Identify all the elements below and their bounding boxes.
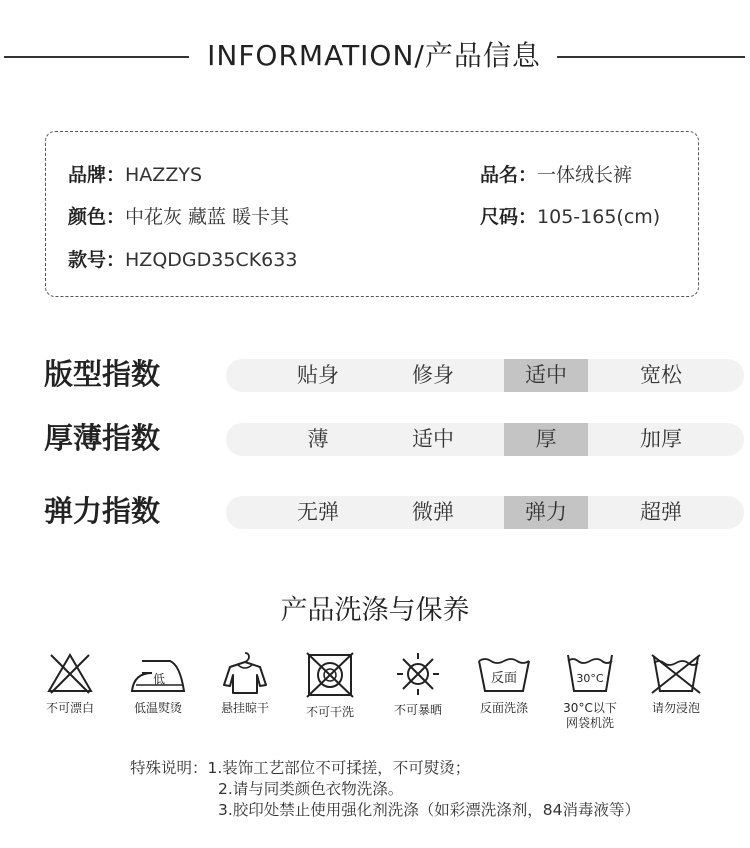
care-label (550, 701, 630, 731)
care-label: 悬挂晾干 (220, 701, 269, 715)
color-value: 中花灰 藏蓝 暖卡其 (125, 206, 290, 228)
svg-text:30°C: 30°C (576, 672, 604, 685)
brand-value: HAZZYS (125, 164, 202, 186)
brand-key: 品牌： (68, 164, 126, 186)
stretch-option: 超弹 (640, 500, 682, 524)
care-item-no-bleach (30, 645, 110, 716)
color-key: 颜色： (68, 206, 126, 228)
thickness-index-label: 厚薄指数 (44, 421, 161, 455)
page-title: INFORMATION/产品信息 (207, 39, 541, 72)
note-line-2: 2.请与同类颜色衣物洗涤。 (218, 780, 404, 798)
style-no-value: HZQDGD35CK633 (125, 249, 298, 271)
care-label-line2: 网袋机洗 (565, 716, 614, 730)
no-soak-icon (648, 651, 704, 695)
product-info-box (45, 131, 699, 297)
size-row (480, 202, 660, 229)
care-label: 不可漂白 (45, 701, 94, 715)
size-key: 尺码： (480, 206, 538, 228)
fit-option-selected: 适中 (504, 359, 588, 392)
fit-option: 宽松 (640, 363, 682, 387)
care-item-inside-out (464, 645, 544, 716)
thickness-option: 加厚 (640, 427, 682, 451)
hang-dry-icon (220, 651, 270, 695)
care-label: 低温熨烫 (133, 701, 182, 715)
thickness-option: 薄 (307, 427, 329, 451)
note-line-3: 3.胶印处禁止使用强化剂洗涤（如彩漂洗涤剂，84消毒液等） (218, 801, 641, 819)
no-sun-dry-icon (393, 651, 443, 697)
header-rule-left (4, 56, 189, 58)
stretch-index-scale (226, 496, 744, 529)
brand-row (68, 160, 202, 187)
care-label-line1: 30°C以下 (563, 701, 617, 715)
thickness-option: 适中 (412, 427, 454, 451)
fit-index-scale (226, 359, 744, 392)
care-label: 不可干洗 (305, 705, 354, 719)
style-no-key: 款号： (68, 249, 126, 271)
care-item-no-sun (378, 645, 458, 718)
section-header (0, 30, 750, 74)
fit-index-row (44, 354, 704, 394)
inside-out-wash-icon (475, 651, 533, 695)
note-line-1: 特殊说明：1.装饰工艺部位不可揉搓，不可熨烫； (130, 759, 471, 777)
fit-option: 贴身 (297, 363, 339, 387)
product-name-value: 一体绒长裤 (537, 164, 633, 186)
machine-wash-30-icon (564, 651, 616, 695)
product-name-key: 品名： (480, 164, 538, 186)
care-symbols (30, 645, 730, 755)
care-label: 反面洗涤 (479, 701, 528, 715)
stretch-option: 微弹 (412, 500, 454, 524)
no-bleach-icon (45, 651, 95, 695)
no-tumble-dry-icon (305, 651, 355, 699)
care-label: 不可暴晒 (393, 703, 442, 717)
style-no-row (68, 245, 297, 272)
size-value: 105-165(cm) (537, 206, 661, 228)
stretch-index-label: 弹力指数 (44, 494, 161, 528)
care-item-machine-wash (550, 645, 630, 731)
svg-text:低: 低 (152, 672, 166, 686)
thickness-index-scale (226, 423, 744, 456)
care-item-low-iron (118, 645, 198, 716)
fit-option: 修身 (412, 363, 454, 387)
care-label: 请勿浸泡 (651, 701, 700, 715)
care-section-title: 产品洗涤与保养 (280, 595, 470, 626)
low-iron-icon (128, 651, 188, 695)
care-item-hang-dry (205, 645, 285, 716)
fit-index-label: 版型指数 (44, 357, 161, 391)
thickness-option-selected: 厚 (504, 423, 588, 456)
header-rule-right (557, 56, 745, 58)
stretch-option: 无弹 (297, 500, 339, 524)
svg-text:反面: 反面 (490, 671, 518, 686)
care-item-no-dry-clean (290, 645, 370, 720)
stretch-option-selected: 弹力 (504, 496, 588, 529)
special-notes (130, 758, 640, 821)
color-row (68, 202, 289, 229)
product-name-row (480, 160, 632, 187)
thickness-index-row (44, 418, 704, 458)
care-item-no-soak (636, 645, 716, 716)
stretch-index-row (44, 491, 704, 531)
